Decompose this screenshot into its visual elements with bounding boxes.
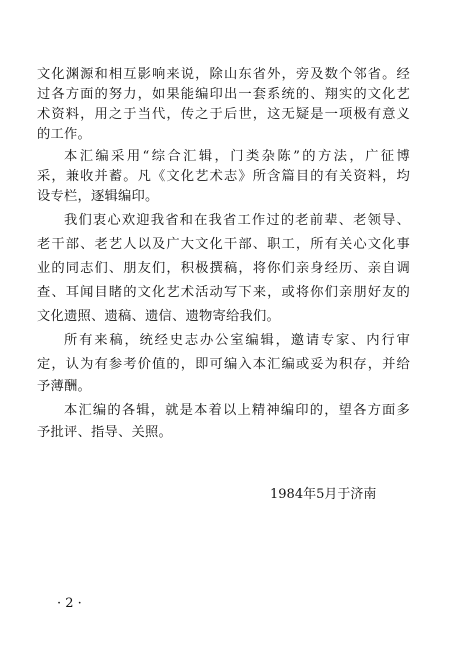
body-line: 文化渊源和相互影响来说，除山东省外，旁及数个邻省。经 (37, 67, 410, 82)
body-line: 予薄酬。 (37, 379, 91, 394)
body-line: 所有来稿，统经史志办公室编辑，邀请专家、内行审 (64, 333, 410, 348)
body-line: 定，认为有参考价值的，即可编入本汇编或妥为积存，并给 (37, 357, 410, 372)
body-line: 予批评、指导、关照。 (37, 425, 172, 440)
body-line: 术资料，用之于当代，传之于后世，这无疑是一项极有意义 (37, 107, 410, 122)
body-line: 设专栏，逐辑编印。 (37, 189, 159, 204)
body-line: 的工作。 (37, 127, 91, 142)
body-line: 过各方面的努力，如果能编印出一套系统的、翔实的文化艺 (37, 87, 410, 102)
body-line: 本汇编的各辑，就是本着以上精神编印的，望各方面多 (64, 403, 410, 418)
body-line: 查、耳闻目睹的文化艺术活动写下来，或将你们亲朋好友的 (37, 285, 410, 300)
body-line: 采，兼收并蓄。凡《文化艺术志》所含篇目的有关资料，均 (37, 169, 410, 184)
body-line: 我们衷心欢迎我省和在我省工作过的老前辈、老领导、 (64, 213, 410, 228)
body-line: 老干部、老艺人以及广大文化干部、职工，所有关心文化事 (37, 237, 410, 252)
body-line: 本汇编采用“综合汇辑，门类杂陈”的方法，广征博 (64, 149, 410, 164)
signature-date: 1984年5月于济南 (270, 487, 377, 502)
body-line: 业的同志们、朋友们，积极撰稿，将你们亲身经历、亲自调 (37, 261, 410, 276)
body-line: 文化遗照、遗稿、遗信、遗物寄给我们。 (37, 309, 280, 324)
page-number: · 2 · (57, 596, 82, 611)
